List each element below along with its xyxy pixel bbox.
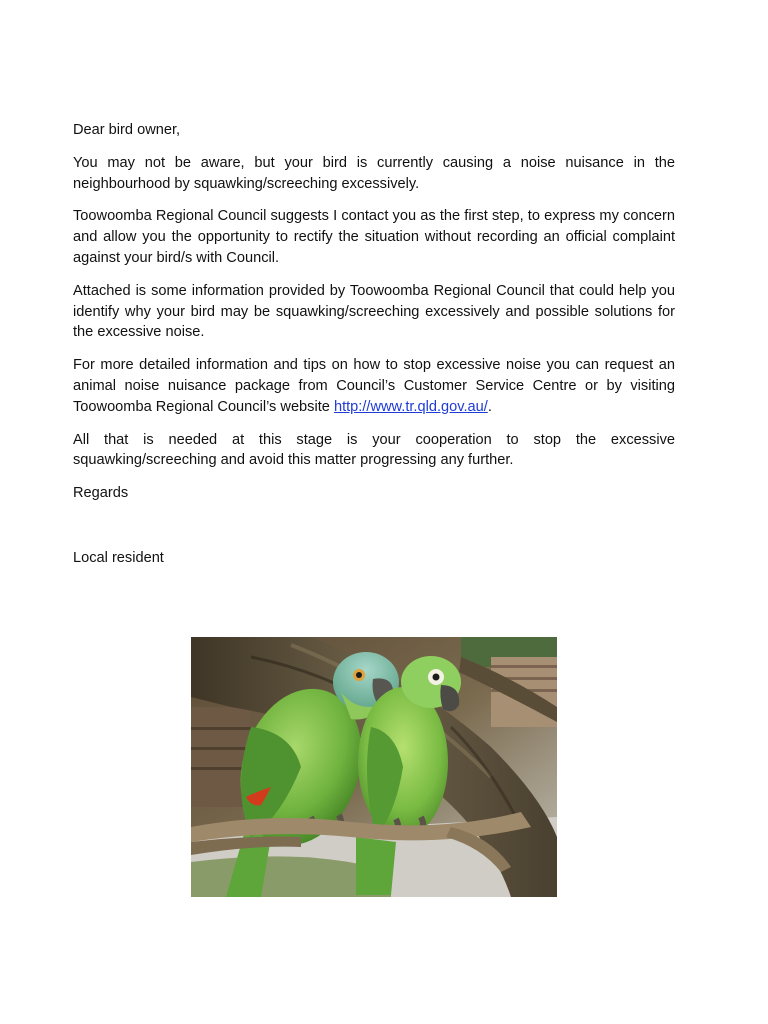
more-info-text: For more detailed information and tips on how to stop excessive noise you can request an animal noise nuisance package from Council’s Customer Service Centre or by visiting Toowoomba Regional Council’s website bbox=[73, 357, 675, 415]
letter-signature: Local resident bbox=[73, 549, 164, 566]
paragraph-attached-info: Attached is some information provided by Toowoomba Regional Council that could help you identify why your bird may be squawking/screeching excessively and possible solutions for the excessive noise. bbox=[73, 282, 675, 341]
parrots-illustration bbox=[191, 637, 557, 897]
paragraph-cooperation: All that is needed at this stage is your cooperation to stop the excessive squawking/screeching and avoid this matter progressing any further. bbox=[73, 431, 675, 469]
parrots-photo bbox=[191, 637, 557, 897]
letter-closing: Regards bbox=[73, 485, 129, 502]
paragraph-more-info bbox=[73, 355, 675, 417]
letter-body bbox=[73, 120, 675, 581]
letter-greeting: Dear bird owner, bbox=[73, 122, 181, 138]
paragraph-council-suggestion: Toowoomba Regional Council suggests I contact you as the first step, to express my concern and allow you the opportunity to rectify the situation without recording an official complaint against your bird/s with Council. bbox=[73, 208, 675, 266]
more-info-end: . bbox=[487, 398, 492, 415]
council-website-link[interactable]: http://www.tr.qld.gov.au/ bbox=[333, 398, 488, 415]
paragraph-noise-notice: You may not be aware, but your bird is currently causing a noise nuisance in the neighbourhood by squawking/screeching excessively. bbox=[73, 154, 675, 192]
